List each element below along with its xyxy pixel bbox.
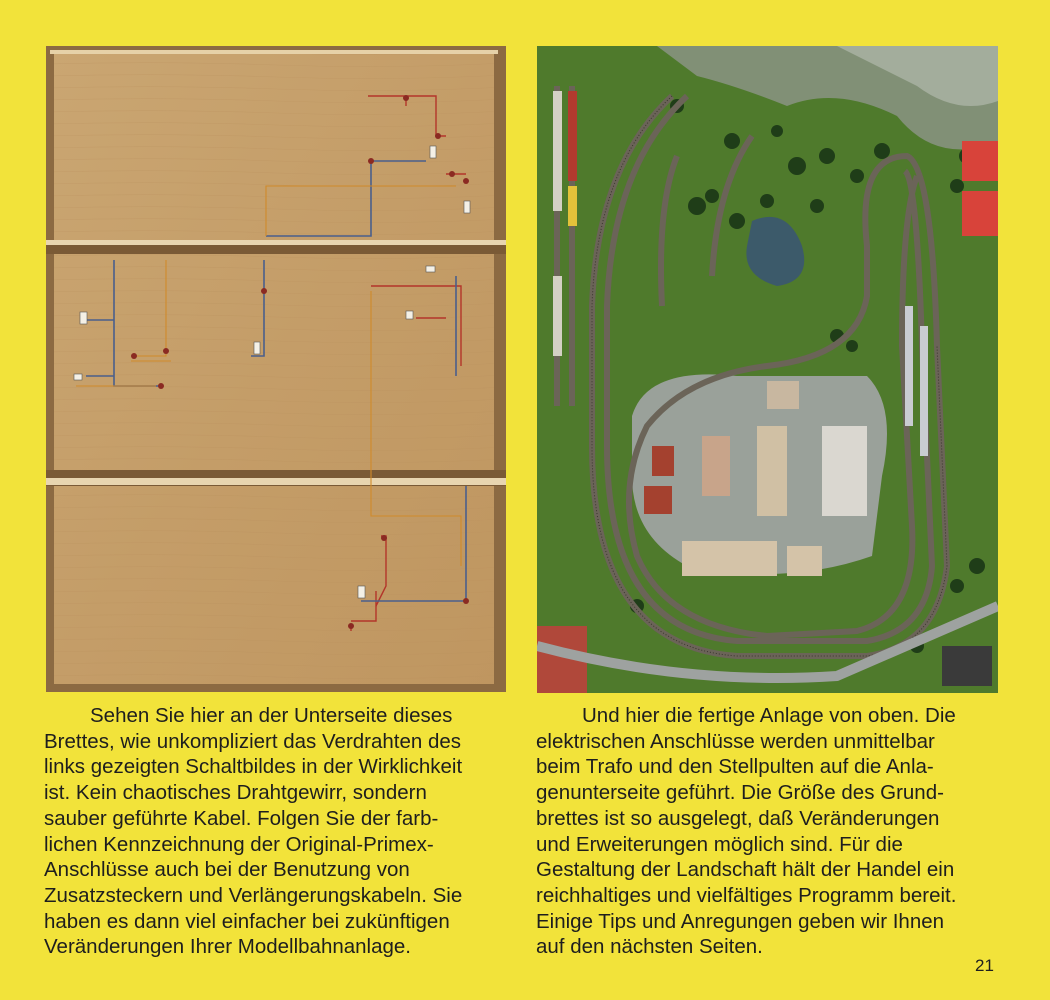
caption-line: elektrischen Anschlüsse werden unmittelbar [536, 729, 935, 753]
caption-line: und Erweiterungen möglich sind. Für die [536, 832, 903, 856]
caption-line: lichen Kennzeichnung der Original-Primex- [44, 832, 434, 856]
caption-line: Anschlüsse auch bei der Benutzung von [44, 858, 410, 882]
board-underside-illustration [46, 46, 506, 692]
caption-line: links gezeigten Schaltbildes in der Wirklichkeit [44, 755, 463, 779]
caption-line: Und hier die fertige Anlage von oben. Die [582, 704, 956, 727]
caption-line: Sehen Sie hier an der Unterseite dieses [90, 704, 453, 727]
caption-line: auf den nächsten Seiten. [536, 935, 763, 959]
caption-line: haben es dann viel einfacher bei zukünftigen [44, 909, 450, 933]
caption-line: Gestaltung der Landschaft hält der Handel ein [536, 858, 955, 882]
page-number: 21 [975, 956, 994, 975]
caption-line: reichhaltiges und vielfältiges Programm bereit. [536, 883, 957, 907]
caption-line: Brettes, wie unkompliziert das Verdrahten des [44, 729, 462, 753]
board-underside-photo [46, 46, 506, 692]
layout-illustration [537, 46, 998, 693]
model-railway-layout-photo [537, 46, 998, 693]
caption-line: Einige Tips und Anregungen geben wir Ihnen [536, 909, 945, 933]
caption-line: genunterseite geführt. Die Größe des Grund- [536, 781, 944, 805]
caption-line: sauber geführte Kabel. Folgen Sie der farb- [44, 806, 439, 830]
left-caption [44, 703, 514, 960]
caption-line: ist. Kein chaotisches Drahtgewirr, sondern [44, 781, 427, 805]
caption-line: Zusatzsteckern und Verlängerungskabeln. Sie [44, 883, 463, 907]
caption-line: beim Trafo und den Stellpulten auf die Anla- [536, 755, 934, 779]
caption-line: brettes ist so ausgelegt, daß Veränderungen [536, 806, 940, 830]
caption-line: Veränderungen Ihrer Modellbahnanlage. [44, 935, 411, 959]
right-caption [536, 703, 1006, 960]
